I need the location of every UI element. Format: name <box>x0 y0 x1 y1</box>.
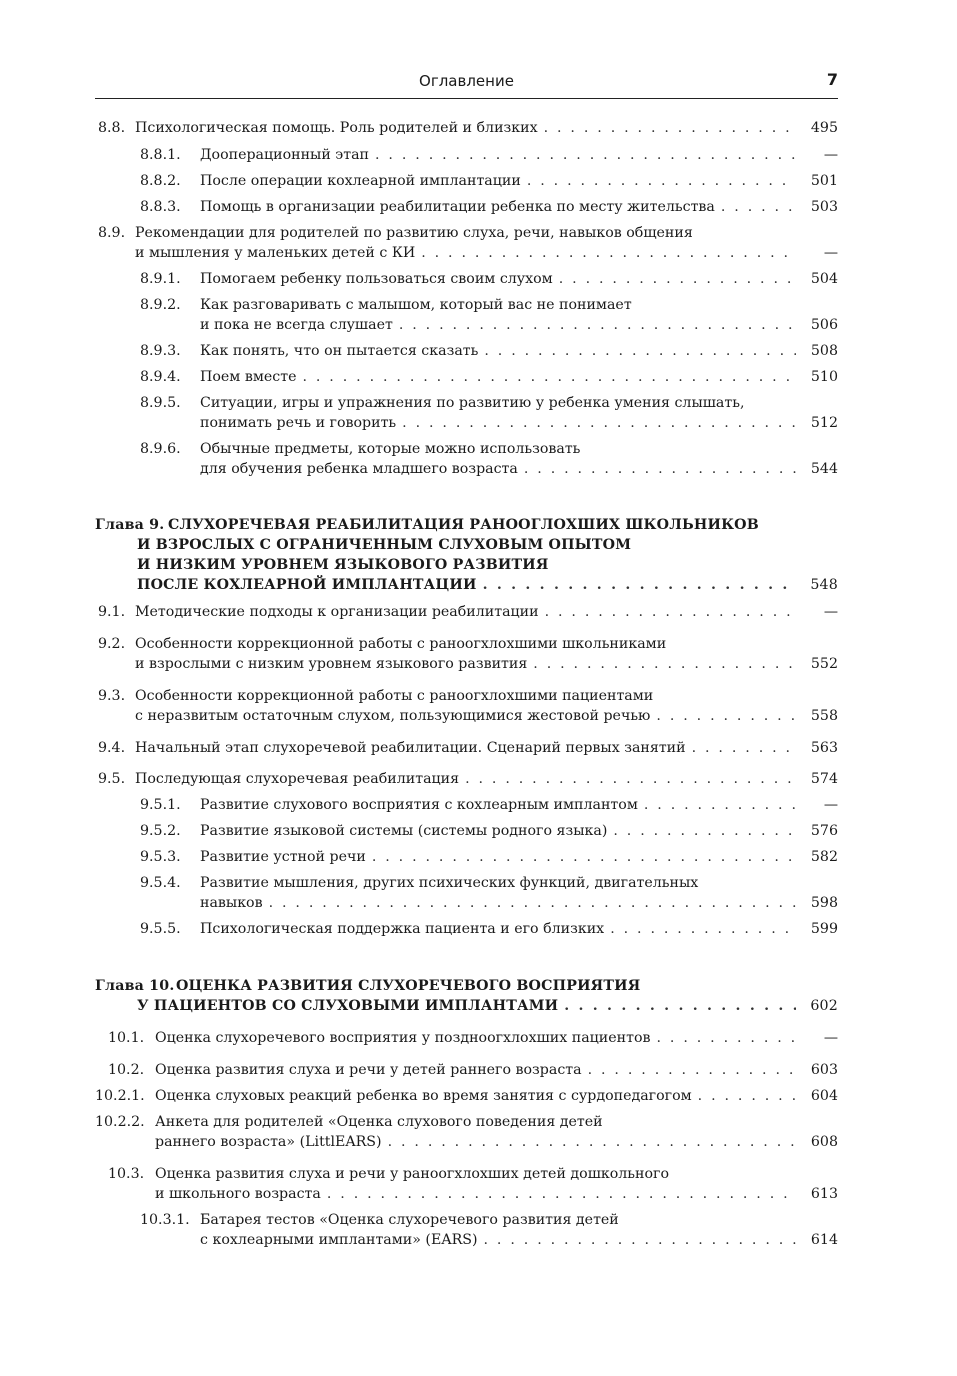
entry-title-line: После операции кохлеарной имплантации <box>200 173 521 189</box>
dot-leader <box>588 1060 796 1080</box>
entry-page-number: — <box>823 797 838 813</box>
entry-title-line: ПОСЛЕ КОХЛЕАРНОЙ ИМПЛАНТАЦИИ <box>137 577 477 593</box>
entry-title-line: Развитие устной речи <box>200 849 366 865</box>
dot-leader <box>484 341 796 361</box>
dot-leader <box>559 269 796 289</box>
entry-title-line: понимать речь и говорить <box>200 415 397 431</box>
entry-title-line: Как понять, что он пытается сказать <box>200 343 479 359</box>
entry-page-number: 506 <box>810 317 838 333</box>
entry-number: 8.8.3. <box>140 199 181 215</box>
entry-title-line: раннего возраста» (LittlEARS) <box>155 1134 382 1150</box>
entry-title-leader-line <box>200 197 838 217</box>
entry-title-leader-line <box>135 706 838 726</box>
entry-title-line: с кохлеарными имплантами» (EARS) <box>200 1232 478 1248</box>
entry-page-number: 508 <box>810 343 838 359</box>
entry-number: 10.2. <box>108 1062 145 1078</box>
entry-title-leader-line <box>135 769 838 789</box>
dot-leader <box>564 996 796 1016</box>
entry-number: 10.3.1. <box>140 1212 190 1228</box>
dot-leader <box>327 1184 796 1204</box>
header-page-number: 7 <box>826 70 838 89</box>
entry-title-leader-line <box>155 1184 838 1204</box>
dot-leader <box>644 795 796 815</box>
entry-title-line: Анкета для родителей «Оценка слухового поведения детей <box>155 1114 603 1130</box>
entry-number: 8.9.4. <box>140 369 181 385</box>
entry-page-number: 604 <box>810 1088 838 1104</box>
entry-page-number: 512 <box>810 415 838 431</box>
entry-title-leader-line <box>200 269 838 289</box>
entry-title-line: навыков <box>200 895 263 911</box>
page-header <box>95 70 838 99</box>
dot-leader <box>421 243 796 263</box>
entry-title-line: Помощь в организации реабилитации ребенка по месту жительства <box>200 199 715 215</box>
entry-title-leader-line <box>200 795 838 815</box>
dot-leader <box>527 171 796 191</box>
entry-number: 10.2.1. <box>95 1088 145 1104</box>
dot-leader <box>483 575 796 595</box>
entry-title-line: Дооперационный этап <box>200 147 370 163</box>
entry-page-number: 603 <box>810 1062 838 1078</box>
entry-title-line: СЛУХОРЕЧЕВАЯ РЕАБИЛИТАЦИЯ РАНООГЛОХШИХ ШКОЛЬНИКОВ <box>168 517 759 533</box>
entry-number: 8.9. <box>98 225 126 241</box>
entry-title-leader-line <box>137 996 838 1016</box>
entry-title-leader-line <box>155 1086 838 1106</box>
entry-page-number: 599 <box>810 921 838 937</box>
dot-leader <box>465 769 796 789</box>
entry-title-line: Особенности коррекционной работы с раноогхлохшими пациентами <box>135 688 654 704</box>
entry-title-leader-line <box>200 821 838 841</box>
entry-title-leader-line <box>200 367 838 387</box>
entry-title-line: Поем вместе <box>200 369 297 385</box>
entry-page-number: — <box>823 147 838 163</box>
dot-leader <box>533 654 796 674</box>
entry-title-line: Батарея тестов «Оценка слухоречевого развития детей <box>200 1212 619 1228</box>
dot-leader <box>402 413 796 433</box>
dot-leader <box>698 1086 796 1106</box>
entry-number: 8.8.2. <box>140 173 181 189</box>
header-title: Оглавление <box>419 72 514 90</box>
dot-leader <box>388 1132 796 1152</box>
dot-leader <box>484 1230 796 1250</box>
entry-number: 9.5.5. <box>140 921 181 937</box>
entry-title-leader-line <box>200 171 838 191</box>
entry-title-leader-line <box>200 893 838 913</box>
dot-leader <box>302 367 796 387</box>
entry-title-line: с неразвитым остаточным слухом, пользующимися жестовой речью <box>135 708 651 724</box>
entry-page-number: — <box>823 1030 838 1046</box>
entry-number: 8.8. <box>98 120 126 136</box>
entry-number: 8.9.6. <box>140 441 181 457</box>
dot-leader <box>544 118 796 138</box>
entry-page-number: 614 <box>810 1232 838 1248</box>
entry-title-line: для обучения ребенка младшего возраста <box>200 461 518 477</box>
entry-page-number: 613 <box>810 1186 838 1202</box>
entry-title-line: Ситуации, игры и упражнения по развитию у ребенка умения слышать, <box>200 395 745 411</box>
entry-page-number: 574 <box>810 771 838 787</box>
entry-page-number: — <box>823 604 838 620</box>
entry-number: 8.9.3. <box>140 343 181 359</box>
entry-title-line: и пока не всегда слушает <box>200 317 393 333</box>
dot-leader <box>269 893 796 913</box>
entry-title-line: Помогаем ребенку пользоваться своим слухом <box>200 271 553 287</box>
entry-title-line: Оценка развития слуха и речи у раноогхлохших детей дошкольного <box>155 1166 670 1182</box>
entry-title-leader-line <box>135 118 838 138</box>
entry-title-leader-line <box>135 738 838 758</box>
entry-page-number: 503 <box>810 199 838 215</box>
entry-number: Глава 9. <box>95 517 165 533</box>
entry-title-line: Рекомендации для родителей по развитию слуха, речи, навыков общения <box>135 225 693 241</box>
entry-title-leader-line <box>200 145 838 165</box>
entry-title-line: Как разговаривать с малышом, который вас не понимает <box>200 297 632 313</box>
entry-number: 9.5.3. <box>140 849 181 865</box>
entry-number: 10.3. <box>108 1166 145 1182</box>
entry-title-line: У ПАЦИЕНТОВ СО СЛУХОВЫМИ ИМПЛАНТАМИ <box>137 998 559 1014</box>
dot-leader <box>399 315 796 335</box>
entry-title-leader-line <box>155 1028 838 1048</box>
entry-title-line: Оценка слухоречевого восприятия у поздноогхлохших пациентов <box>155 1030 651 1046</box>
entry-title-leader-line <box>200 341 838 361</box>
entry-title-line: ОЦЕНКА РАЗВИТИЯ СЛУХОРЕЧЕВОГО ВОСПРИЯТИЯ <box>176 978 641 994</box>
entry-number: 8.9.2. <box>140 297 181 313</box>
dot-leader <box>613 821 796 841</box>
dot-leader <box>656 1028 796 1048</box>
entry-title-leader-line <box>155 1060 838 1080</box>
entry-title-line: Обычные предметы, которые можно использовать <box>200 441 581 457</box>
entry-title-line: Последующая слухоречевая реабилитация <box>135 771 460 787</box>
entry-number: 9.4. <box>98 740 126 756</box>
entry-page-number: 602 <box>810 998 838 1014</box>
entry-page-number: — <box>823 245 838 261</box>
entry-number: 8.9.1. <box>140 271 181 287</box>
dot-leader <box>545 602 796 622</box>
entry-title-leader-line <box>200 1230 838 1250</box>
entry-number: 9.1. <box>98 604 126 620</box>
entry-title-line: Психологическая поддержка пациента и его близких <box>200 921 605 937</box>
entry-number: 8.8.1. <box>140 147 181 163</box>
entry-page-number: 563 <box>810 740 838 756</box>
entry-title-leader-line <box>200 315 838 335</box>
entry-number: 10.1. <box>108 1030 145 1046</box>
dot-leader <box>375 145 796 165</box>
entry-page-number: 548 <box>810 577 838 593</box>
entry-title-leader-line <box>200 847 838 867</box>
entry-number: 9.2. <box>98 636 126 652</box>
entry-title-line: и школьного возраста <box>155 1186 321 1202</box>
entry-number: 8.9.5. <box>140 395 181 411</box>
entry-title-line: Особенности коррекционной работы с раноогхлохшими школьниками <box>135 636 667 652</box>
entry-title-line: и мышления у маленьких детей с КИ <box>135 245 416 261</box>
entry-page-number: 598 <box>810 895 838 911</box>
entry-title-leader-line <box>200 919 838 939</box>
entry-title-leader-line <box>135 243 838 263</box>
dot-leader <box>692 738 796 758</box>
dot-leader <box>524 459 796 479</box>
entry-number: 9.5.1. <box>140 797 181 813</box>
entry-title-leader-line <box>135 654 838 674</box>
entry-title-leader-line <box>200 413 838 433</box>
entry-page-number: 576 <box>810 823 838 839</box>
entry-title-line: и взрослыми с низким уровнем языкового развития <box>135 656 528 672</box>
entry-page-number: 552 <box>810 656 838 672</box>
entry-page-number: 582 <box>810 849 838 865</box>
dot-leader <box>721 197 796 217</box>
dot-leader <box>656 706 796 726</box>
entry-page-number: 504 <box>810 271 838 287</box>
entry-title-line: Начальный этап слухоречевой реабилитации. Сценарий первых занятий <box>135 740 686 756</box>
entry-page-number: 608 <box>810 1134 838 1150</box>
dot-leader <box>372 847 796 867</box>
entry-title-line: Оценка развития слуха и речи у детей раннего возраста <box>155 1062 582 1078</box>
entry-title-leader-line <box>137 575 838 595</box>
entry-page-number: 501 <box>810 173 838 189</box>
dot-leader <box>610 919 796 939</box>
entry-title-line: И НИЗКИМ УРОВНЕМ ЯЗЫКОВОГО РАЗВИТИЯ <box>137 557 549 573</box>
entry-page-number: 544 <box>810 461 838 477</box>
entry-number: 9.5.2. <box>140 823 181 839</box>
entry-number: 9.5. <box>98 771 126 787</box>
entry-title-line: И ВЗРОСЛЫХ С ОГРАНИЧЕННЫМ СЛУХОВЫМ ОПЫТОМ <box>137 537 632 553</box>
entry-title-line: Развитие языковой системы (системы родного языка) <box>200 823 608 839</box>
entry-number: Глава 10. <box>95 978 175 994</box>
entry-title-leader-line <box>155 1132 838 1152</box>
entry-title-line: Оценка слуховых реакций ребенка во время занятия с сурдопедагогом <box>155 1088 692 1104</box>
entry-page-number: 510 <box>810 369 838 385</box>
entry-title-line: Методические подходы к организации реабилитации <box>135 604 539 620</box>
entry-title-line: Развитие мышления, других психических функций, двигательных <box>200 875 699 891</box>
entry-number: 9.5.4. <box>140 875 181 891</box>
entry-page-number: 495 <box>810 120 838 136</box>
entry-title-line: Развитие слухового восприятия с кохлеарным имплантом <box>200 797 638 813</box>
entry-title-leader-line <box>135 602 838 622</box>
entry-number: 9.3. <box>98 688 126 704</box>
entry-number: 10.2.2. <box>95 1114 145 1130</box>
entry-title-line: Психологическая помощь. Роль родителей и близких <box>135 120 538 136</box>
entry-title-leader-line <box>200 459 838 479</box>
entry-page-number: 558 <box>810 708 838 724</box>
